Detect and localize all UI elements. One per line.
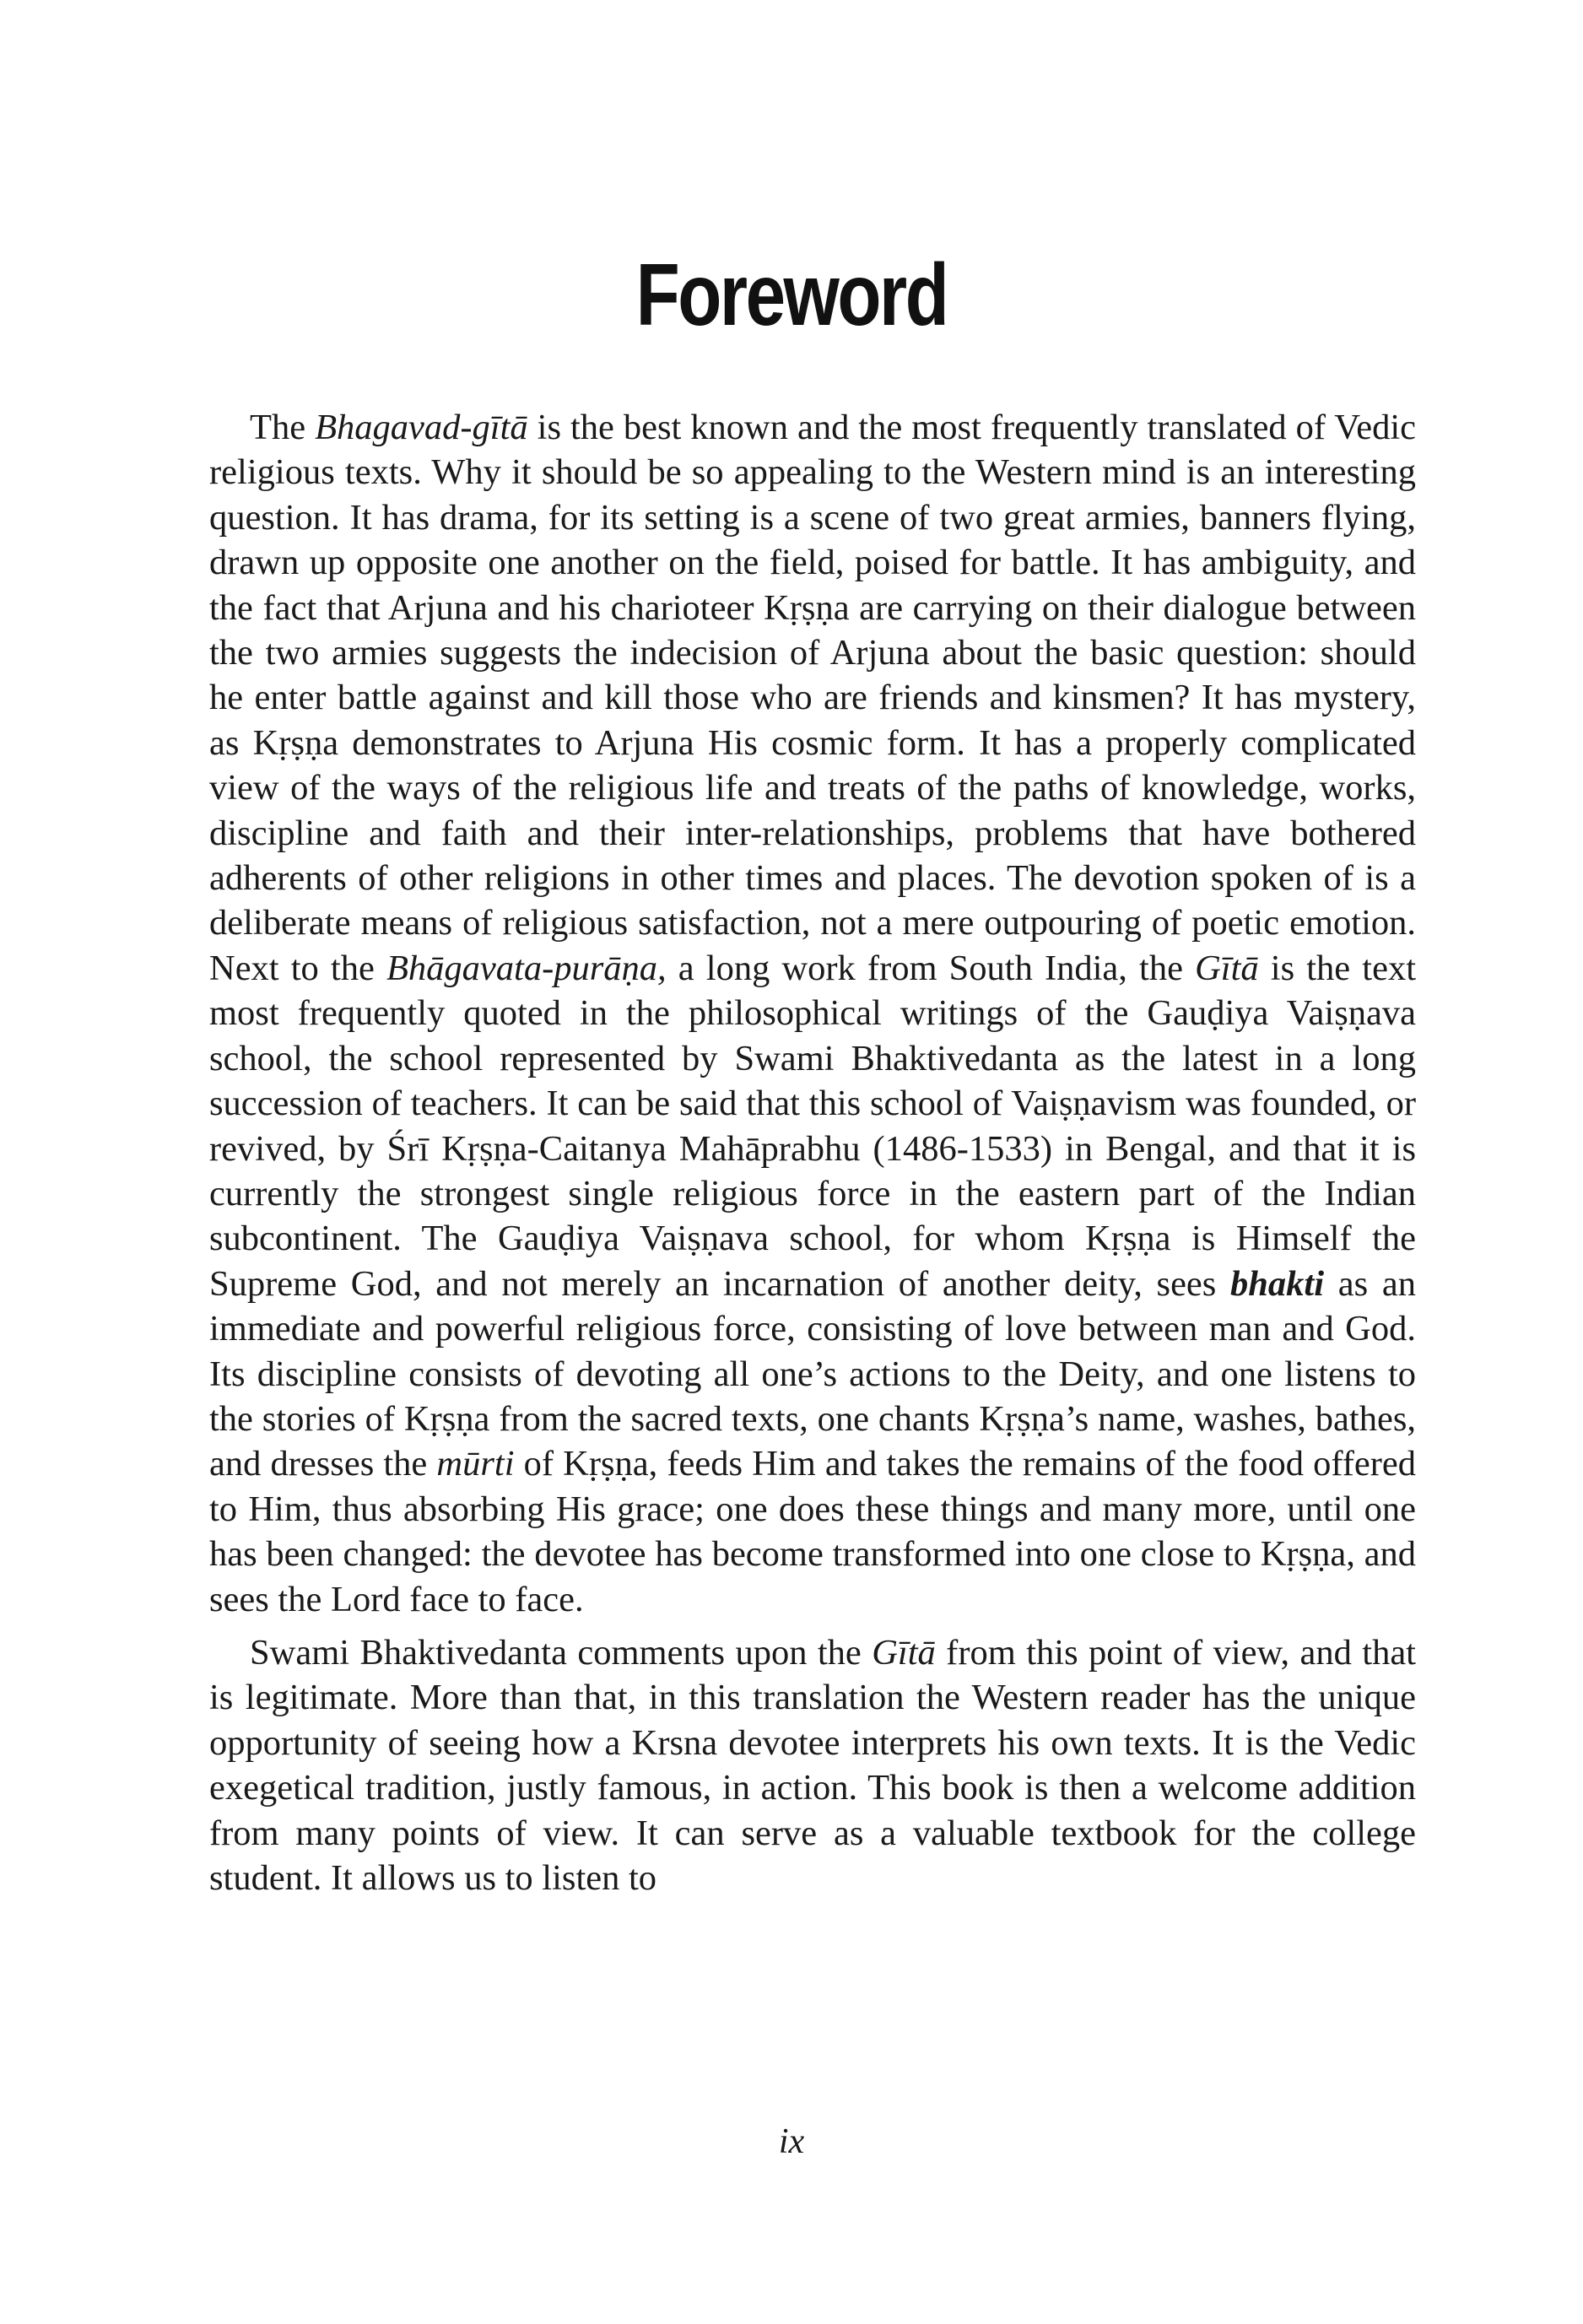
text-run: of Kṛṣṇa, feeds Him and takes the remains of the food offered to Him, thus absorbing His grace; one does these things and many more, until one has been changed: the devotee has become transformed into one close to Kṛṣṇa, and sees the Lord face to face. [209, 1444, 1416, 1619]
paragraph-2 [209, 1630, 1416, 1900]
text-run: a long work from South India, the [666, 948, 1196, 988]
text-run: The [250, 408, 316, 447]
text-run: as an immediate and powerful religious force, consisting of love between man and God. Its discipline consists of devoting all one’s actions to the Deity, and one listens to the stories of Kṛṣṇa from the sacred texts, one chants Kṛṣṇa’s name, washes, bathes, and dresses the [209, 1263, 1416, 1484]
italic-term: mūrti [436, 1444, 515, 1484]
paragraph-1 [209, 405, 1416, 1622]
italic-title: Bhagavad-gītā [315, 408, 528, 447]
italic-title: Gītā [1195, 948, 1259, 988]
page-title: Foreword [635, 246, 948, 344]
page-number: ix [778, 2122, 805, 2161]
text-run: is the best known and the most frequently translated of Vedic religious texts. Why it should be so appealing to the Western mind is an interesting question. It has drama, for its setting is a scene of two great armies, banners flying, drawn up opposite one another on the field, poised for battle. It has ambiguity, and the fact that Arjuna and his charioteer Kṛṣṇa are carrying on their dialogue between the two armies suggests the indecision of Arjuna about the basic question: should he enter battle against and kill those who are friends and kinsmen? It has mystery, as Kṛṣṇa demonstrates to Arjuna His cosmic form. It has a properly complicated view of the ways of the religious life and treats of the paths of knowledge, works, discipline and faith and their inter-relationships, problems that have bothered adherents of other religions in other times and places. The devotion spoken of is a deliberate means of religious satisfaction, not a mere outpouring of poetic emotion. Next to the [209, 408, 1417, 988]
italic-title: Bhāgavata-purāṇa, [386, 948, 667, 988]
text-run: is the text most frequently quoted in the philosophical writings of the Gauḍiya Vaiṣṇava school, the school represented by Swami Bhaktivedanta as the latest in a long succession of teachers. It can be said that this school of Vaiṣṇavism was founded, or revived, by Śrī Kṛṣṇa-Caitanya Mahāprabhu (1486-1533) in Bengal, and that it is currently the strongest single religious force in the eastern part of the Indian subcontinent. The Gauḍiya Vaiṣṇava school, for whom Kṛṣṇa is Himself the Supreme God, and not merely an incarnation of another deity, sees [209, 948, 1417, 1304]
italic-title: Gītā [872, 1632, 936, 1673]
text-run: from this point of view, and that is legitimate. More than that, in this translation the Western reader has the unique opportunity of seeing how a Krsna devotee interprets his own texts. It is the Vedic exegetical tradition, justly famous, in action. This book is then a welcome addition from many points of view. It can serve as a valuable textbook for the college student. It allows us to listen to [209, 1632, 1416, 1898]
bold-italic-term: bhakti [1230, 1263, 1325, 1304]
text-run: Swami Bhaktivedanta comments upon the [250, 1632, 873, 1673]
foreword-body [209, 405, 1416, 1900]
